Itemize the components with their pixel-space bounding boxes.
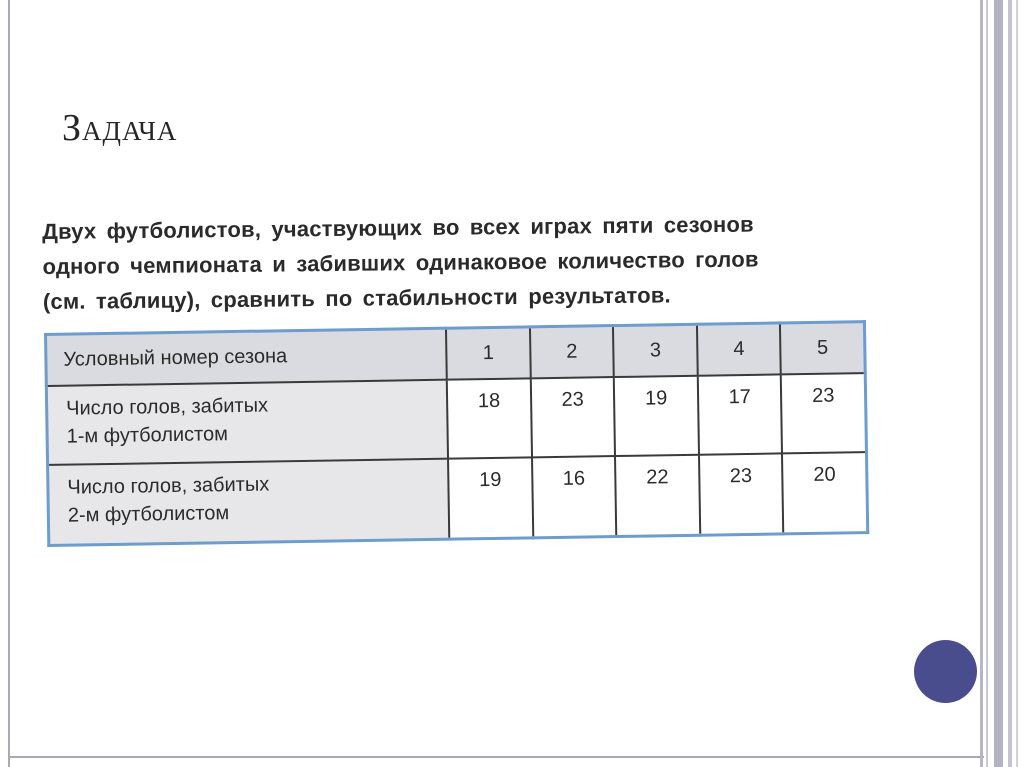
table-row <box>46 373 866 465</box>
goal-count-cell: 23 <box>781 373 866 454</box>
goal-count-cell: 22 <box>615 455 700 536</box>
header-season-cell: 1 <box>446 327 530 380</box>
row-label-line: 1-м футболистом <box>66 423 229 448</box>
goal-count-cell: 17 <box>698 374 783 455</box>
slide-frame-right-stripes <box>980 0 1024 767</box>
slide-frame-bottom <box>8 756 984 758</box>
header-label-cell: Условный номер сезона <box>46 328 447 386</box>
row-label-line: 2-м футболистом <box>67 502 230 528</box>
task-line: (см. таблицу), сравнить по стабильности результатов. <box>42 282 671 314</box>
row-label-line: Число голов, забитых <box>66 394 269 420</box>
row-label-cell <box>48 459 450 545</box>
decorative-circle <box>914 640 977 703</box>
goal-count-cell: 20 <box>782 453 867 534</box>
goal-count-cell: 23 <box>699 454 784 535</box>
row-label-cell <box>46 380 448 466</box>
task-statement <box>42 205 945 319</box>
goal-count-cell: 23 <box>530 377 615 458</box>
task-line: Двух футболистов, участвующих во всех играх пяти сезонов <box>42 211 754 244</box>
goals-table <box>44 320 869 547</box>
task-line: одного чемпионата и забивших одинаковое количество голов <box>42 246 759 279</box>
goal-count-cell: 16 <box>532 456 617 537</box>
header-season-cell: 3 <box>613 324 697 377</box>
goal-count-cell: 19 <box>448 458 533 539</box>
goal-count-cell: 19 <box>614 376 699 457</box>
header-season-cell: 5 <box>780 322 865 375</box>
goal-count-cell: 18 <box>447 378 532 459</box>
row-label-line: Число голов, забитых <box>67 473 270 500</box>
slide-title: Задача <box>62 107 178 149</box>
header-season-cell: 2 <box>530 326 614 379</box>
table-row <box>48 453 868 546</box>
slide-frame-left <box>8 0 10 767</box>
header-season-cell: 4 <box>697 323 781 376</box>
goals-table-wrapper <box>44 320 869 547</box>
